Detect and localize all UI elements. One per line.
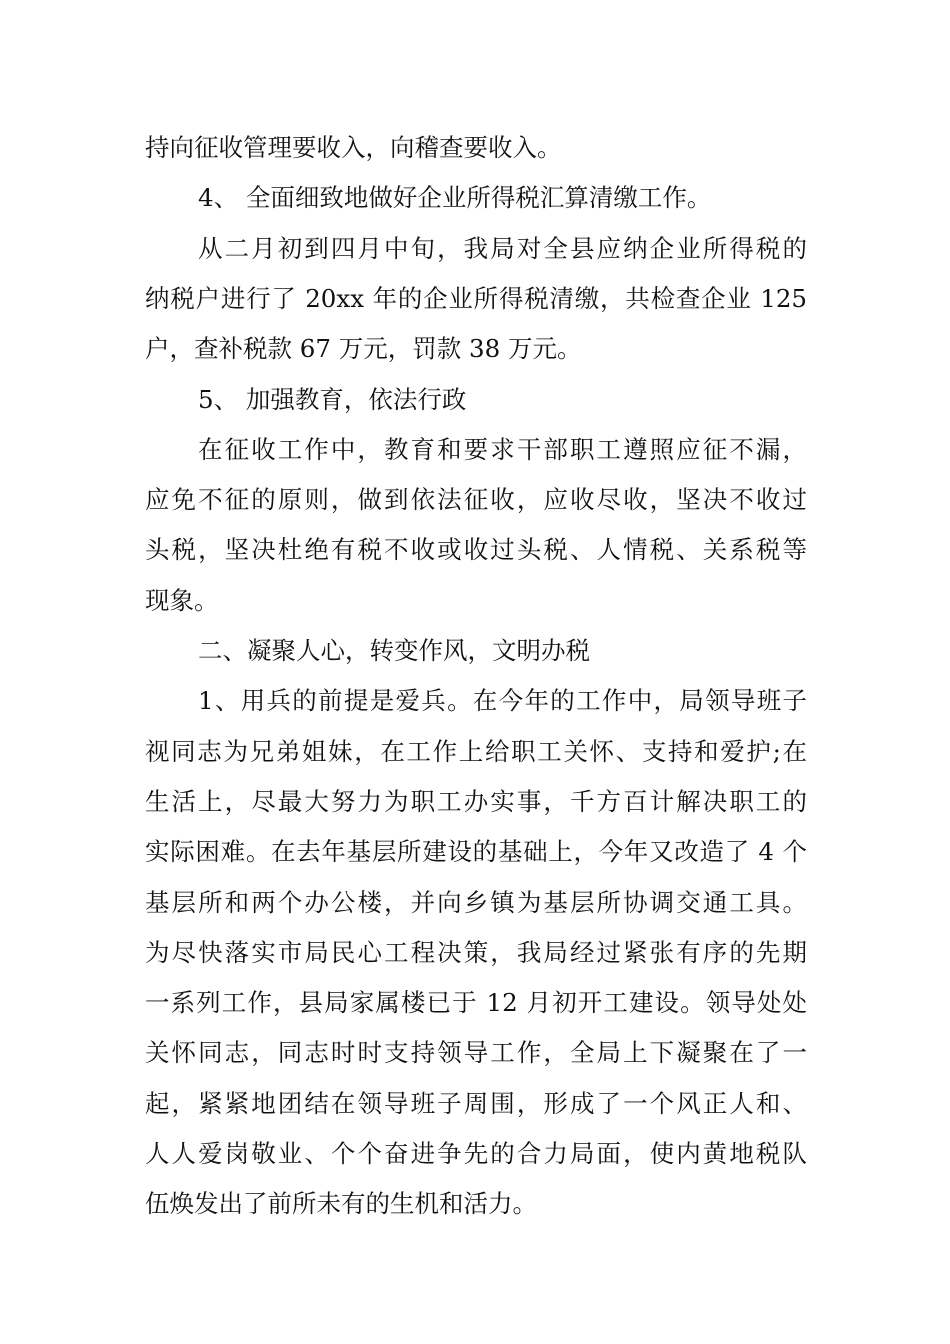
text-line: 4、 全面细致地做好企业所得税汇算清缴工作。 (198, 183, 712, 213)
text-line: 持向征收管理要收入，向稽查要收入。 (145, 133, 562, 162)
text-line: 实际困难。在去年基层所建设的基础上，今年又改造了 4 个 (145, 837, 807, 867)
text-line: 5、 加强教育，依法行政 (198, 384, 467, 414)
text-line: 从二月初到四月中旬，我局对全县应纳企业所得税的 (198, 233, 807, 263)
text-line: 一系列工作，县局家属楼已于 12 月初开工建设。领导处处 (145, 988, 807, 1018)
text-line: 生活上，尽最大努力为职工办实事，千方百计解决职工的 (145, 786, 807, 816)
text-line: 人人爱岗敬业、个个奋进争先的合力局面，使内黄地税队 (145, 1139, 807, 1168)
text-line: 二、凝聚人心，转变作风，文明办税 (198, 636, 590, 665)
text-line: 伍焕发出了前所未有的生机和活力。 (145, 1189, 537, 1219)
text-line: 纳税户进行了 20xx 年的企业所得税清缴，共检查企业 125 (145, 283, 807, 313)
text-line: 基层所和两个办公楼，并向乡镇为基层所协调交通工具。 (145, 887, 807, 917)
text-line: 关怀同志，同志时时支持领导工作，全局上下凝聚在了一 (145, 1038, 807, 1068)
text-line: 现象。 (145, 585, 219, 615)
text-line: 为尽快落实市局民心工程决策，我局经过紧张有序的先期 (145, 937, 807, 967)
text-line: 视同志为兄弟姐妹，在工作上给职工关怀、支持和爱护;在 (145, 736, 807, 766)
text-line: 1、用兵的前提是爱兵。在今年的工作中，局领导班子 (198, 686, 807, 716)
text-line: 应免不征的原则，做到依法征收，应收尽收，坚决不收过 (145, 485, 807, 515)
text-line: 头税，坚决杜绝有税不收或收过头税、人情税、关系税等 (145, 535, 807, 565)
text-line: 在征收工作中，教育和要求干部职工遵照应征不漏， (198, 434, 807, 464)
text-line: 起，紧紧地团结在领导班子周围，形成了一个风正人和、 (145, 1088, 807, 1118)
text-line: 户，查补税款 67 万元，罚款 38 万元。 (145, 334, 582, 364)
